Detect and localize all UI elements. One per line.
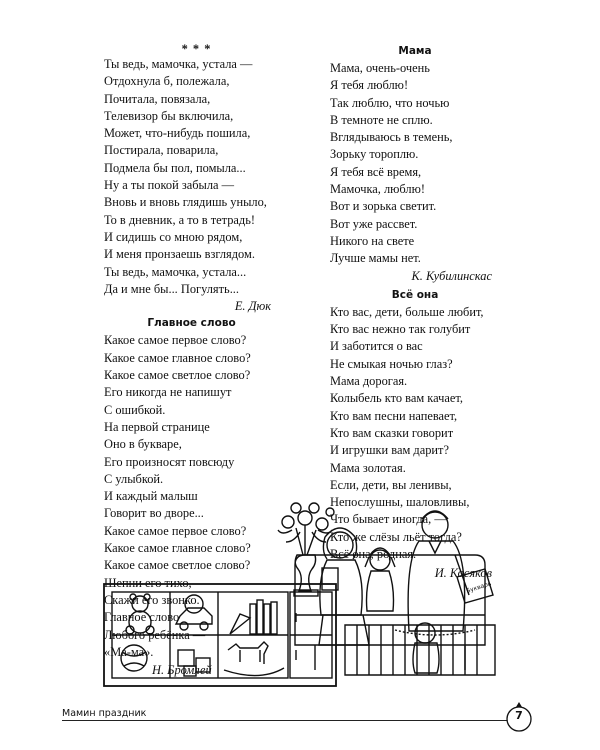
poem4-line: Что бывает иногда, —	[330, 512, 447, 527]
footer-section-title: Мамин праздник	[62, 708, 147, 719]
poem1-line: Ты ведь, мамочка, устала —	[104, 57, 253, 71]
page-number-badge	[504, 700, 534, 734]
poem4-line: Мама дорогая.	[330, 374, 408, 389]
right-column	[330, 43, 500, 583]
poem2-line: С ошибкой.	[104, 402, 166, 417]
poem2-author: Н. Бромлей	[152, 663, 212, 678]
poem2-line: «Ма-ма».	[104, 644, 154, 659]
poem1-line: Ну а ты покой забыла —	[104, 178, 235, 193]
poem3-title: Мама	[398, 45, 432, 57]
poem4-title: Всё она	[391, 288, 439, 301]
girl-figure	[365, 548, 395, 611]
books-icon	[230, 600, 277, 634]
poem2-line: Его никогда не напишут	[104, 385, 232, 400]
poem1-line: И меня пронзаешь взглядом.	[104, 247, 255, 262]
poem1-line: Телевизор бы включила,	[104, 108, 234, 123]
poem4-line: Всё она, родная.	[330, 547, 417, 562]
ball-icon	[121, 645, 147, 671]
poem4-line: Кто вам песни напевает,	[330, 408, 458, 423]
poem3-line: Так люблю, что ночью	[330, 95, 450, 110]
poem4-line: Кто вас, дети, больше любит,	[330, 304, 484, 319]
toy-blocks-icon	[178, 650, 210, 676]
poem3-line: Мамочка, люблю!	[330, 182, 425, 197]
book-label: Букварь	[465, 580, 493, 595]
poem1-line: Постирала, поварила,	[104, 143, 219, 158]
poem4-line: Мама золотая.	[330, 460, 406, 475]
poem2-line: Шепни его тихо,	[104, 575, 192, 590]
poem3-line: Вглядываюсь в темень,	[330, 130, 453, 145]
poem1-line: И сидишь со мною рядом,	[104, 229, 243, 244]
poem2-line: Говорит во дворе...	[104, 506, 204, 521]
poem4-author: И. Косяков	[434, 566, 492, 581]
poem2-line: С улыбкой.	[104, 471, 164, 486]
footer-divider	[62, 720, 507, 721]
poem2-line: Главное слово	[104, 610, 180, 625]
poem2-line: Какое самое первое слово?	[104, 523, 247, 538]
poem3-line: В темноте не сплю.	[330, 112, 433, 127]
poem2-line: Оно в букваре,	[104, 437, 182, 452]
rocking-horse-icon	[224, 642, 284, 676]
poem1-line: Вновь и вновь глядишь уныло,	[104, 195, 267, 210]
mother-figure	[319, 528, 369, 645]
family-illustration	[285, 505, 500, 695]
poem1-stars: * * *	[181, 42, 212, 56]
poem3-body	[330, 60, 500, 268]
poem2-line: Скажи его звонко.	[104, 592, 200, 607]
poem2-line: Какое самое светлое слово?	[104, 368, 251, 383]
poem4-line: Если, дети, вы ленивы,	[330, 477, 452, 492]
poem3-line: Вот и зорька светит.	[330, 199, 437, 214]
poem3-line: Лучше мамы нет.	[330, 251, 421, 266]
poem2-line: Какое самое главное слово?	[104, 350, 251, 365]
poem2-line: И каждый малыш	[104, 489, 198, 504]
poem1-line: Подмела бы пол, помыла...	[104, 160, 246, 175]
poem3-line: Зорьку тороплю.	[330, 147, 419, 162]
poem1-author: Е. Дюк	[234, 299, 271, 314]
toy-car-icon	[176, 595, 212, 630]
poem4-line: Кто вам сказки говорит	[330, 425, 454, 440]
poem1-line: То в дневник, а то в тетрадь!	[104, 212, 255, 227]
poem2-line: Какое самое первое слово?	[104, 333, 247, 348]
poem2-line: Его произносят повсюду	[104, 454, 235, 469]
poem4-line: Не смыкая ночью глаз?	[330, 356, 453, 371]
poem3-line: Никого на свете	[330, 233, 415, 248]
poem3-line: Я тебя люблю!	[330, 78, 409, 93]
poem1-line: Почитала, повязала,	[104, 91, 211, 106]
page-number: 7	[515, 709, 523, 722]
poem2-line: Какое самое главное слово?	[104, 541, 251, 556]
poem3-line: Мама, очень-очень	[330, 61, 430, 75]
poem1-line: Ты ведь, мамочка, устала...	[104, 264, 247, 279]
teddy-bear-icon	[126, 594, 154, 634]
poem4-line: Колыбель кто вам качает,	[330, 391, 463, 406]
poem2-line: На первой странице	[104, 419, 210, 434]
father-figure	[408, 511, 469, 631]
playpen	[345, 625, 495, 675]
poem4-line: Кто же слёзы льёт тогда?	[330, 529, 462, 544]
poem3-line: Я тебя всё время,	[330, 164, 422, 179]
poem3-line: Вот уже рассвет.	[330, 216, 418, 231]
poem4-line: Кто вас нежно так голубит	[330, 322, 471, 337]
poem1-line: Отдохнула б, полежала,	[104, 74, 230, 89]
poem4-line: Непослушны, шаловливы,	[330, 495, 470, 510]
poem1-line: Да и мне бы... Погулять...	[104, 281, 239, 296]
poem4-line: И игрушки вам дарит?	[330, 443, 449, 458]
poem1-line: Может, что-нибудь пошила,	[104, 126, 251, 141]
poem3-author: К. Кубилинскас	[411, 268, 492, 283]
poem1-body	[104, 56, 279, 298]
poem2-line: Какое самое светлое слово?	[104, 558, 251, 573]
poem4-line: И заботится о вас	[330, 339, 423, 354]
poem2-line: Любого ребёнка —	[104, 627, 206, 642]
poem2-title: Главное слово	[147, 317, 236, 330]
